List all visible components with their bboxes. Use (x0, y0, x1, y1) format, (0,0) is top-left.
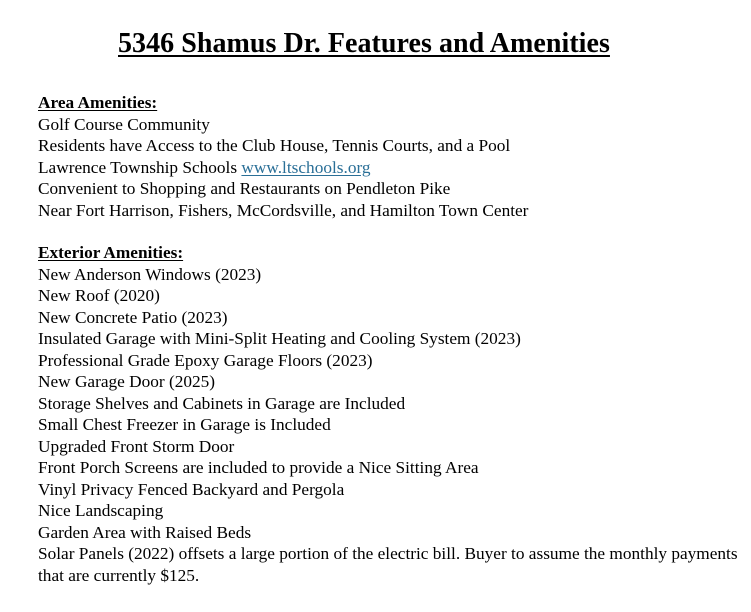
list-item-schools (38, 157, 738, 179)
list-item: Professional Grade Epoxy Garage Floors (2023) (38, 350, 373, 370)
list-item: Near Fort Harrison, Fishers, McCordsville, and Hamilton Town Center (38, 200, 529, 220)
list-item: New Garage Door (2025) (38, 372, 216, 391)
list-item: Nice Landscaping (38, 501, 164, 520)
list-item: Insulated Garage with Mini-Split Heating and Cooling System (2023) (38, 329, 521, 348)
list-item: Golf Course Community (38, 114, 210, 134)
area-amenities-heading: Area Amenities: (38, 93, 158, 112)
schools-link[interactable]: www.ltschools.org (241, 157, 371, 177)
list-item: New Roof (2020) (38, 286, 160, 305)
list-item: New Concrete Patio (2023) (38, 307, 228, 327)
schools-label: Lawrence Township Schools (38, 157, 242, 177)
list-item: New Anderson Windows (2023) (38, 264, 262, 284)
page-title: 5346 Shamus Dr. Features and Amenities (118, 28, 610, 59)
list-item: Vinyl Privacy Fenced Backyard and Pergola (38, 479, 345, 499)
list-item: Small Chest Freezer in Garage is Included (38, 415, 331, 434)
list-item: Convenient to Shopping and Restaurants on Pendleton Pike (38, 179, 451, 198)
list-item: Front Porch Screens are included to provide a Nice Sitting Area (38, 458, 479, 477)
area-amenities-section (38, 92, 738, 221)
list-item-solar: Solar Panels (2022) offsets a large portion of the electric bill. Buyer to assume the monthly payments that are currently $125. (38, 544, 738, 585)
list-item: Storage Shelves and Cabinets in Garage are Included (38, 393, 406, 413)
exterior-amenities-heading: Exterior Amenities: (38, 243, 184, 262)
exterior-amenities-section (38, 242, 738, 586)
list-item: Residents have Access to the Club House, Tennis Courts, and a Pool (38, 136, 511, 155)
list-item: Garden Area with Raised Beds (38, 522, 252, 542)
list-item: Upgraded Front Storm Door (38, 436, 235, 456)
